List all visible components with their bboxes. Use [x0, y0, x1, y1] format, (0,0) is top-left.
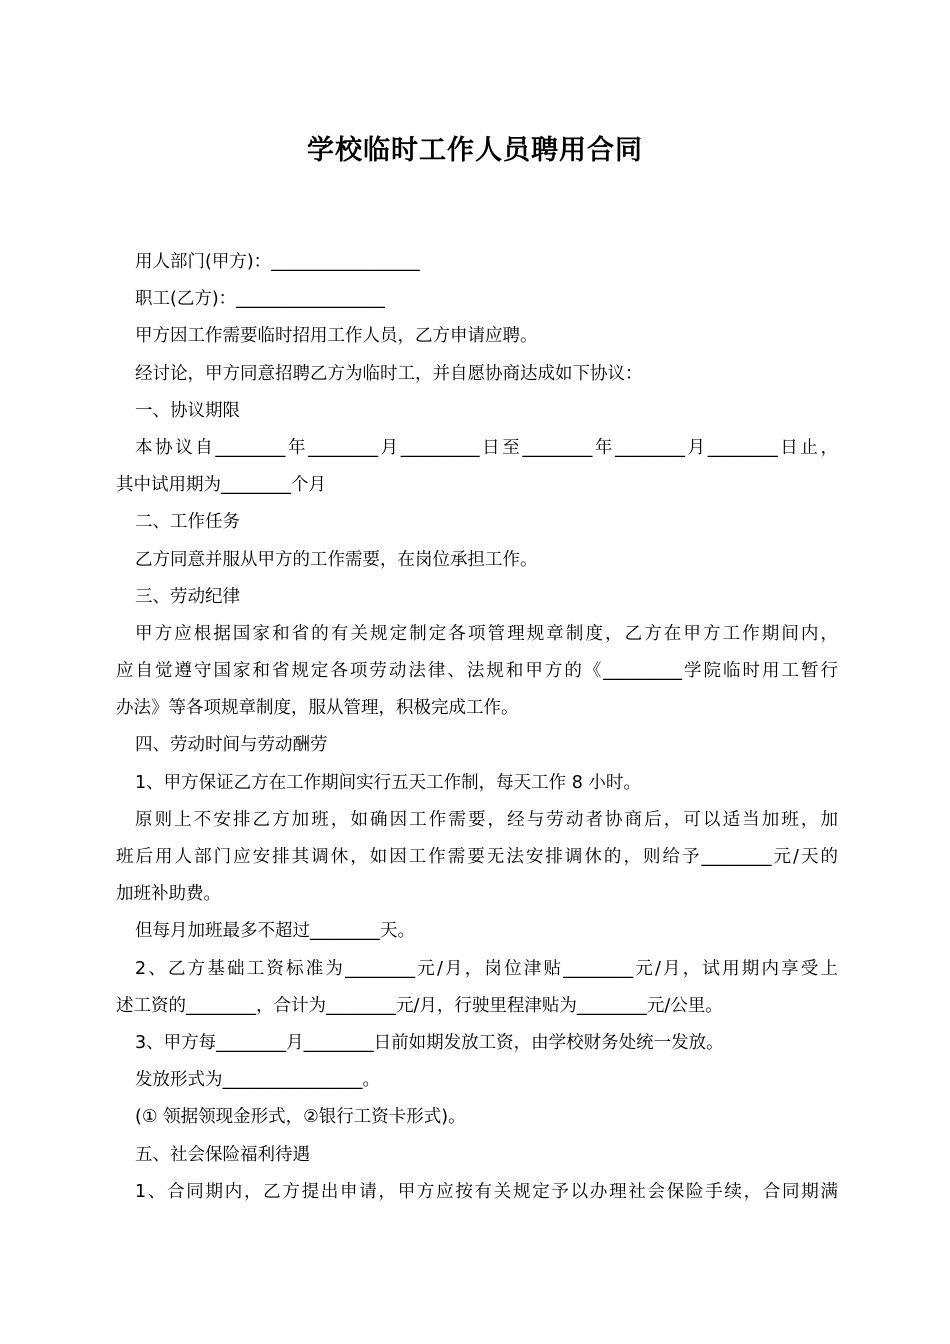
paragraph-line: 1、合同期内，乙方提出申请，甲方应按有关规定予以办理社会保险手续，合同期满 [135, 1181, 838, 1202]
paragraph-line: 应自觉遵守国家和省规定各项劳动法律、法规和甲方的《_________学院临时用工暂行 [116, 661, 838, 682]
paragraph-line: 甲方应根据国家和省的有关规定制定各项管理规章制度，乙方在甲方工作期间内， [135, 623, 838, 644]
paragraph-line: 用人部门(甲方)：_________________ [135, 252, 420, 272]
paragraph-line: 但每月加班最多不超过________天。 [135, 921, 415, 942]
paragraph-line: 二、工作任务 [135, 512, 240, 533]
paragraph-line: 2、乙方基础工资标准为________元/月，岗位津贴________元/月，试用期内享受上 [135, 958, 838, 979]
paragraph-line: 发放形式为________________。 [135, 1070, 380, 1091]
paragraph-line: 四、劳动时间与劳动酬劳 [135, 735, 328, 756]
paragraph-line: 五、社会保险福利待遇 [135, 1144, 310, 1165]
document-body [116, 244, 838, 1211]
paragraph-line: 其中试用期为________个月 [116, 475, 326, 496]
paragraph-line: 班后用人部门应安排其调休，如因工作需要无法安排调休的，则给予________元/天的 [116, 847, 838, 867]
paragraph-line: (① 领据领现金形式，②银行工资卡形式)。 [135, 1107, 466, 1128]
paragraph-line: 乙方同意并服从甲方的工作需要，在岗位承担工作。 [135, 549, 538, 570]
paragraph-line: 加班补助费。 [116, 884, 221, 905]
paragraph-line: 一、协议期限 [135, 400, 240, 421]
paragraph-line: 甲方因工作需要临时招用工作人员，乙方申请应聘。 [135, 326, 538, 347]
paragraph-line: 办法》等各项规章制度，服从管理，积极完成工作。 [116, 698, 519, 719]
paragraph-line: 述工资的________，合计为________元/月，行驶里程津贴为________元/公里。 [116, 995, 723, 1016]
paragraph-line: 原则上不安排乙方加班，如确因工作需要，经与劳动者协商后，可以适当加班，加 [135, 809, 838, 830]
paragraph-line: 经讨论，甲方同意招聘乙方为临时工，并自愿协商达成如下协议： [135, 363, 643, 384]
document-title: 学校临时工作人员聘用合同 [307, 135, 643, 166]
paragraph-line: 1、甲方保证乙方在工作期间实行五天工作制，每天工作 8 小时。 [135, 772, 641, 793]
paragraph-line: 本协议自________年________月_________日至________年________月________日止， [135, 437, 838, 458]
paragraph-line: 3、甲方每________月________日前如期发放工资，由学校财务处统一发放。 [135, 1032, 724, 1053]
paragraph-line: 职工(乙方)：_________________ [135, 289, 385, 310]
paragraph-line: 三、劳动纪律 [135, 586, 240, 607]
